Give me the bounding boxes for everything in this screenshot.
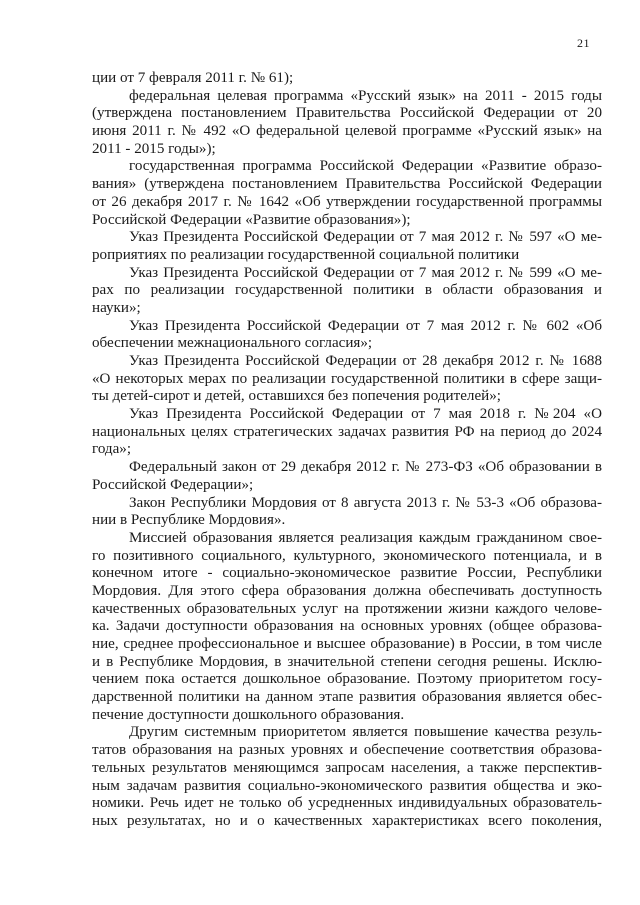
text-line: печение доступности дошкольного образования. bbox=[92, 706, 405, 723]
text-line: федеральная целевая программа «Русский язык» на 2011 - 2015 годы bbox=[129, 87, 602, 104]
text-line: Указ Президента Российской Федерации от 7 мая 2018 г. №204 «О bbox=[129, 406, 602, 423]
text-line: науки»; bbox=[92, 299, 141, 316]
text-line: 2011 - 2015 годы»); bbox=[92, 140, 216, 157]
text-line: Указ Президента Российской Федерации от 28 декабря 2012 г. № 1688 bbox=[129, 353, 602, 369]
text-line: татов образования на разных уровнях и обеспечение соответствия образова- bbox=[92, 742, 602, 759]
text-line: роприятиях по реализации государственной социальной политики bbox=[92, 246, 520, 263]
document-body bbox=[92, 70, 602, 831]
text-line: года»; bbox=[92, 441, 132, 458]
text-line: и в Республике Мордовия, в значительной степени сегодня решены. Исклю- bbox=[92, 653, 602, 670]
page-number: 21 bbox=[577, 36, 590, 50]
text-line: ным задачам развития социально-экономического развития общества и эко- bbox=[92, 777, 602, 794]
text-line: Российской Федерации»; bbox=[92, 476, 254, 493]
text-line: ние, среднее профессиональное и высшее образование) в России, в том числе bbox=[92, 636, 602, 652]
text-line: Указ Президента Российской Федерации от 7 мая 2012 г. № 602 «Об bbox=[129, 317, 602, 334]
text-line: Закон Республики Мордовия от 8 августа 2013 г. № 53-3 «Об образова- bbox=[129, 494, 602, 511]
text-line: Федеральный закон от 29 декабря 2012 г. № 273-ФЗ «Об образовании в bbox=[129, 459, 602, 476]
text-line: ции от 7 февраля 2011 г. № 61); bbox=[92, 70, 294, 86]
text-line: качественных образовательных услуг на протяжении жизни каждого челове- bbox=[92, 600, 602, 617]
text-line: Российской Федерации «Развитие образования»); bbox=[92, 211, 411, 228]
text-line: вания» (утверждена постановлением Правительства Российской Федерации bbox=[92, 176, 602, 193]
text-line: тельных результатов меняющимся запросам населения, а также перспектив- bbox=[92, 759, 602, 776]
text-line: чением пока остается дошкольное образование. Поэтому приоритетом госу- bbox=[92, 671, 602, 688]
text-line: нии в Республике Мордовия». bbox=[92, 512, 286, 529]
text-line: Указ Президента Российской Федерации от 7 мая 2012 г. № 597 «О ме- bbox=[129, 229, 602, 246]
text-line: (утверждена постановлением Правительства Российской Федерации от 20 bbox=[92, 105, 602, 122]
text-line: номики. Речь идет не только об усредненных индивидуальных образователь- bbox=[92, 795, 602, 812]
text-line: Указ Президента Российской Федерации от 7 мая 2012 г. № 599 «О ме- bbox=[129, 264, 602, 281]
text-line: ных результатах, но и о качественных характеристиках всего поколения, bbox=[92, 812, 602, 829]
text-line: Другим системным приоритетом является повышение качества резуль- bbox=[129, 724, 602, 741]
text-line: рах по реализации государственной политики в области образования и bbox=[92, 282, 602, 299]
text-line: государственная программа Российской Федерации «Развитие образо- bbox=[129, 158, 602, 175]
text-line: обеспечении межнационального согласия»; bbox=[92, 335, 373, 352]
text-line: от 26 декабря 2017 г. № 1642 «Об утверждении государственной программы bbox=[92, 193, 602, 210]
text-line: ты детей-сирот и детей, оставшихся без попечения родителей»; bbox=[92, 388, 501, 405]
text-line: «О некоторых мерах по реализации государственной политики в сфере защи- bbox=[92, 370, 602, 387]
text-line: ка. Задачи доступности образования на основных уровнях (общее образова- bbox=[92, 618, 602, 635]
text-line: национальных целях стратегических задачах развития РФ на период до 2024 bbox=[92, 423, 602, 440]
text-line: дарственной политики на данном этапе развития образования является обес- bbox=[92, 689, 602, 706]
text-line: Мордовия. Для этого сфера образования должна обеспечивать доступность bbox=[92, 582, 602, 599]
text-line: июня 2011 г. № 492 «О федеральной целевой программе «Русский язык» на bbox=[92, 123, 602, 140]
text-line: Миссией образования является реализация каждым гражданином свое- bbox=[129, 529, 602, 546]
text-line: го позитивного социального, культурного, экономического потенциала, и в bbox=[92, 547, 602, 564]
text-line: конечном итоге - социально-экономическое развитие России, Республики bbox=[92, 565, 602, 582]
